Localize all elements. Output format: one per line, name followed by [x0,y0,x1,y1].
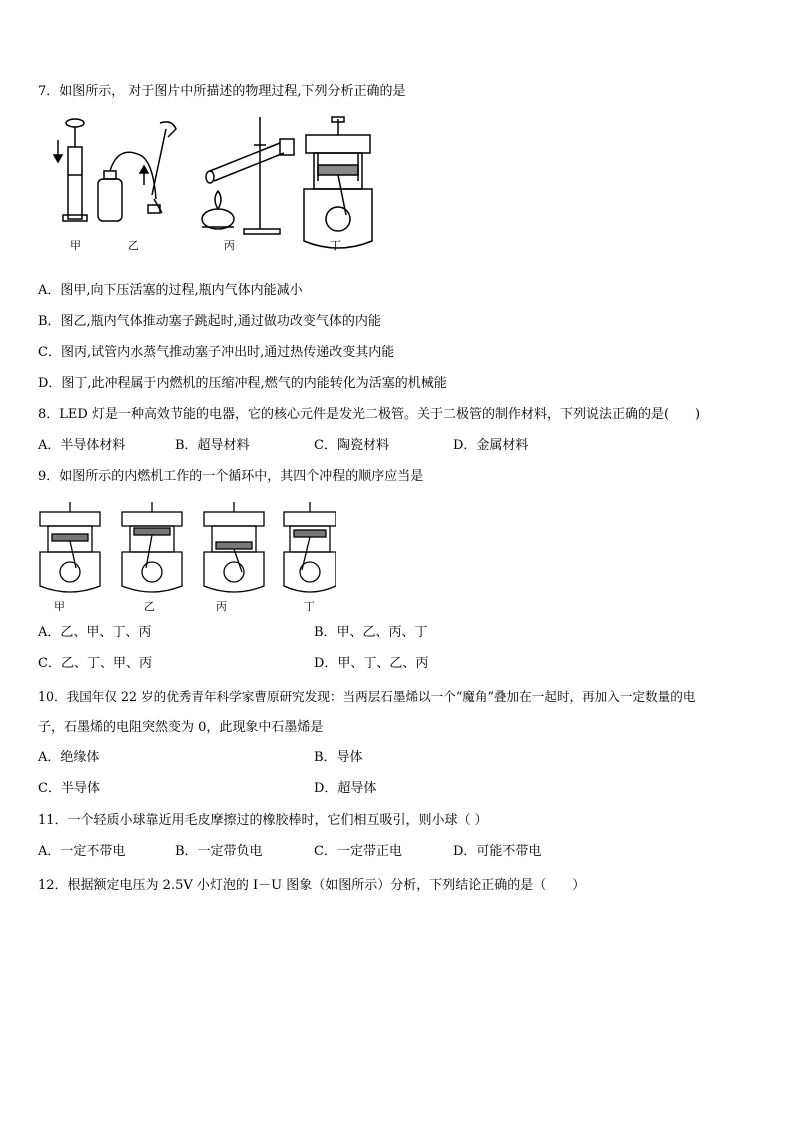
figure-label-bing: 丙 [216,600,227,613]
question-8-option-d: D．金属材料 [453,438,529,453]
question-10-option-a: A．绝缘体 [38,750,100,765]
engine-drawing [304,117,372,248]
question-8-stem: 8．LED 灯是一种高效节能的电器，它的核心元件是发光二极管。关于二极管的制作材料，下列说法正确的是( ) [38,407,701,422]
question-8-option-a: A．半导体材料 [38,438,126,453]
question-8-option-c: C．陶瓷材料 [314,438,389,453]
test-tube-drawing [202,117,294,234]
question-10-stem-line-2: 子，石墨烯的电阻突然变为 0，此现象中石墨烯是 [38,720,324,735]
question-7-figure [48,115,388,255]
engine-strokes-illustration [36,498,336,598]
question-7-option-b: B．图乙,瓶内气体推动塞子跳起时,通过做功改变气体的内能 [38,314,381,329]
question-7-stem: 7．如图所示， 对于图片中所描述的物理过程,下列分析正确的是 [38,84,406,99]
question-10-option-c: C．半导体 [38,781,100,796]
question-9-option-a: A．乙、甲、丁、丙 [38,625,152,640]
question-9-option-d: D．甲、丁、乙、丙 [314,656,429,671]
question-9-figure [36,498,336,613]
engine-stroke-4 [284,502,336,592]
apparatus-illustration [48,115,388,255]
question-10-stem-line-1: 10．我国年仅 22 岁的优秀青年科学家曹原研究发现：当两层石墨烯以一个“魔角”叠加在一起时，再加入一定数量的电 [38,689,696,704]
question-11-stem: 11．一个轻质小球靠近用毛皮摩擦过的橡胶棒时，它们相互吸引，则小球（ ） [38,813,488,828]
question-7-option-a: A．图甲,向下压活塞的过程,瓶内气体内能减小 [38,283,303,298]
question-11-option-c: C．一定带正电 [314,844,402,859]
question-10-option-d: D．超导体 [314,781,377,796]
pump-drawing [54,119,87,221]
question-9-option-c: C．乙、丁、甲、丙 [38,656,152,671]
engine-stroke-3 [204,502,264,592]
question-8-option-b: B．超导材料 [175,438,250,453]
figure-label-yi: 乙 [144,600,155,613]
question-11-option-b: B．一定带负电 [175,844,263,859]
bottle-drawing [98,122,176,221]
figure-label-ding: 丁 [330,239,341,252]
figure-label-ding: 丁 [304,600,315,613]
question-7-option-d: D．图丁,此冲程属于内燃机的压缩冲程,燃气的内能转化为活塞的机械能 [38,376,447,391]
question-12-stem: 12．根据额定电压为 2.5V 小灯泡的 I－U 图象（如图所示）分析，下列结论正确的是（ ） [38,878,586,893]
question-9-stem: 9．如图所示的内燃机工作的一个循环中，其四个冲程的顺序应当是 [38,469,424,484]
question-7-option-c: C．图丙,试管内水蒸气推动塞子冲出时,通过热传递改变其内能 [38,345,395,360]
question-10-option-b: B．导体 [314,750,363,765]
figure-label-bing: 丙 [224,239,235,252]
engine-stroke-1 [40,502,100,592]
engine-stroke-2 [122,502,182,592]
figure-label-yi: 乙 [128,239,139,252]
question-9-option-b: B．甲、乙、丙、丁 [314,625,428,640]
figure-label-jia: 甲 [54,600,65,613]
figure-label-jia: 甲 [70,239,81,252]
question-11-option-d: D．可能不带电 [453,844,542,859]
question-11-option-a: A．一定不带电 [38,844,126,859]
